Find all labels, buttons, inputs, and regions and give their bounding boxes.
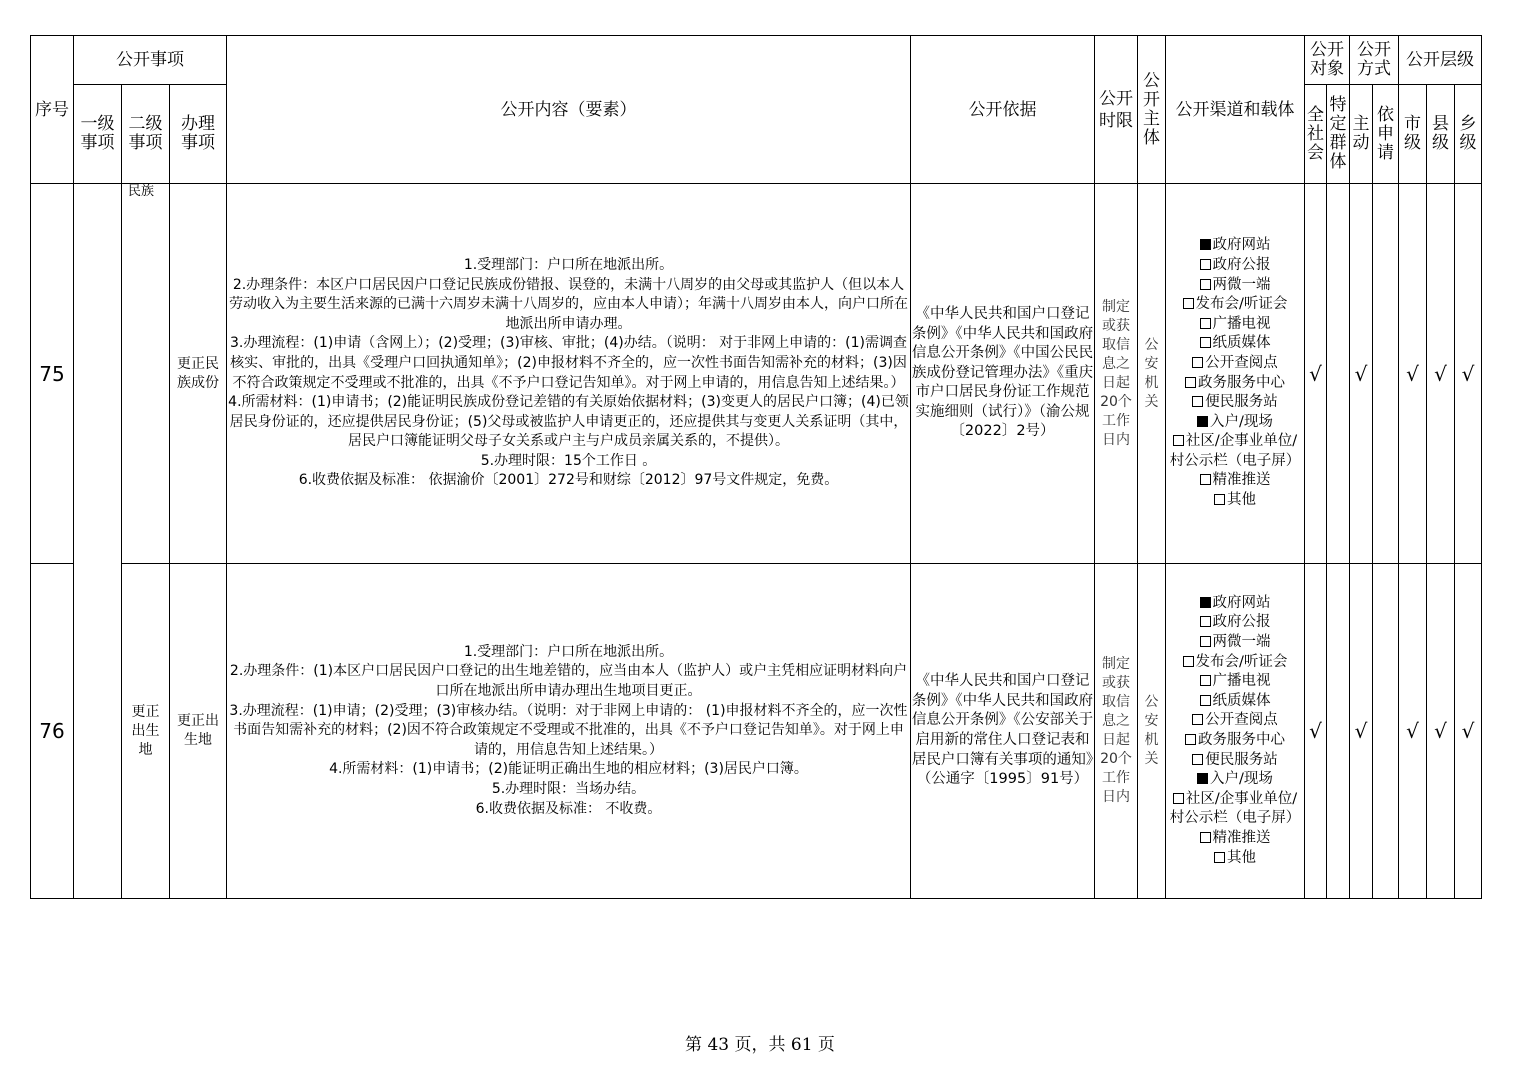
channel-item: 入户/现场 xyxy=(1166,770,1304,790)
channel-item: 发布会/听证会 xyxy=(1166,295,1304,315)
check-specific-group xyxy=(1327,184,1350,564)
checkbox-icon xyxy=(1192,754,1203,765)
check-on-request xyxy=(1373,184,1399,564)
row-basis: 《中华人民共和国户口登记条例》《中华人民共和国政府信息公开条例》《中国公民民族成份登记管理办法》《重庆市户口居民身份证工作规范实施细则（试行）》（渝公规〔2022〕2号） xyxy=(911,184,1095,564)
channel-item: 两微一端 xyxy=(1166,633,1304,653)
check-active: √ xyxy=(1350,184,1373,564)
checkbox-icon xyxy=(1173,435,1184,446)
channel-item: 公开查阅点 xyxy=(1166,354,1304,374)
row-level2 xyxy=(122,184,170,564)
row-handle: 更正出生地 xyxy=(170,564,227,899)
check-all-society: √ xyxy=(1305,184,1327,564)
channel-item: 纸质媒体 xyxy=(1166,692,1304,712)
check-city: √ xyxy=(1399,184,1427,564)
row-level2: 更正出生地 xyxy=(122,564,170,899)
check-county: √ xyxy=(1427,564,1455,899)
page-footer: 第 43 页，共 61 页 xyxy=(685,1035,835,1055)
row-channels xyxy=(1166,184,1305,564)
checkbox-icon xyxy=(1185,734,1196,745)
header-town: 乡级 xyxy=(1455,85,1482,184)
row-handle: 更正民族成份 xyxy=(170,184,227,564)
channel-item: 便民服务站 xyxy=(1166,751,1304,771)
check-active: √ xyxy=(1350,564,1373,899)
channel-item: 入户/现场 xyxy=(1166,413,1304,433)
header-handle: 办理事项 xyxy=(170,85,227,184)
checkbox-icon xyxy=(1192,714,1203,725)
table-row xyxy=(31,184,1482,564)
header-time-limit: 公开时限 xyxy=(1095,36,1138,184)
checkbox-icon xyxy=(1200,259,1211,270)
check-county: √ xyxy=(1427,184,1455,564)
header-channels: 公开渠道和载体 xyxy=(1166,36,1305,184)
checkbox-icon xyxy=(1200,337,1211,348)
row-seq: 75 xyxy=(31,184,74,564)
check-city: √ xyxy=(1399,564,1427,899)
channel-item: 其他 xyxy=(1166,849,1304,869)
table-row xyxy=(31,564,1482,899)
checkbox-icon xyxy=(1200,474,1211,485)
row-subject: 公安机关 xyxy=(1138,564,1166,899)
checkbox-icon xyxy=(1183,656,1194,667)
checkbox-icon xyxy=(1200,318,1211,329)
row-level1 xyxy=(74,184,122,899)
header-public-items: 公开事项 xyxy=(74,36,227,85)
checkbox-icon xyxy=(1200,597,1211,608)
header-all-society: 全社会 xyxy=(1305,85,1327,184)
header-method: 公开方式 xyxy=(1350,36,1399,85)
row-time-limit: 制定或获取信息之日起20个工作日内 xyxy=(1095,564,1138,899)
header-content: 公开内容（要素） xyxy=(227,36,911,184)
checkbox-icon xyxy=(1192,357,1203,368)
checkbox-icon xyxy=(1200,832,1211,843)
checkbox-icon xyxy=(1192,396,1203,407)
channel-item: 政府公报 xyxy=(1166,613,1304,633)
checkbox-icon xyxy=(1200,675,1211,686)
header-row-1 xyxy=(31,36,1482,85)
channel-item: 社区/企事业单位/村公示栏（电子屏） xyxy=(1169,433,1301,469)
header-subject: 公开主体 xyxy=(1138,36,1166,184)
header-basis: 公开依据 xyxy=(911,36,1095,184)
check-town: √ xyxy=(1455,564,1482,899)
check-specific-group xyxy=(1327,564,1350,899)
channel-item: 两微一端 xyxy=(1166,276,1304,296)
channel-item: 政务服务中心 xyxy=(1166,731,1304,751)
channel-item: 政府公报 xyxy=(1166,256,1304,276)
header-seq: 序号 xyxy=(31,36,74,184)
channel-item: 精准推送 xyxy=(1166,471,1304,491)
check-all-society: √ xyxy=(1305,564,1327,899)
channel-item: 政务服务中心 xyxy=(1166,374,1304,394)
row-time-limit: 制定或获取信息之日起20个工作日内 xyxy=(1095,184,1138,564)
disclosure-table xyxy=(30,35,1482,899)
row-content: 1.受理部门：户口所在地派出所。 2.办理条件：(1)本区户口居民因户口登记的出生地差错的，应当由本人（监护人）或户主凭相应证明材料向户口所在地派出所申请办理出生地项目更正。 3.办理流程：(1)申请；(2)受理；(3)审核办结。（说明：对于非网上申请的： (1)申报材料不齐全的，应一次性书面告知需补充的材料；(2)因不符合政策规定不受理或不批准的，出具《不予户口登记告知单》。对于网上申请的，用信息告知上述结果。） 4.所需材料：(1)申请书；(2)能证明正确出生地的相应材料；(3)居民户口簿。 5.办理时限：当场办结。 6.收费依据及标准： 不收费。 xyxy=(227,564,911,899)
channel-item: 社区/企事业单位/村公示栏（电子屏） xyxy=(1169,790,1301,827)
channel-item: 政府网站 xyxy=(1166,594,1304,614)
header-level: 公开层级 xyxy=(1399,36,1482,85)
row-channels xyxy=(1166,564,1305,899)
checkbox-icon xyxy=(1173,793,1184,804)
channel-item: 便民服务站 xyxy=(1166,393,1304,413)
checkbox-icon xyxy=(1200,695,1211,706)
row-seq: 76 xyxy=(31,564,74,899)
row-content: 1.受理部门：户口所在地派出所。 2.办理条件：本区户口居民因户口登记民族成份错报、误登的，未满十八周岁的由父母或其监护人（但以本人劳动收入为主要生活来源的已满十六周岁未满十八周岁的，应由本人申请）；年满十八周岁由本人，向户口所在地派出所申请办理。 3.办理流程：(1)申请（含网上）；(2)受理；(3)审核、审批；(4)办结。（说明： 对于非网上申请的：(1)需调查核实、审批的，出具《受理户口回执通知单》；(2)申报材料不齐全的，应一次性书面告知需补充的材料；(3)因不符合政策规定不受理或不批准的，出具《不予户口登记告知单》。对于网上申请的，用信息告知上述结果。） 4.所需材料：(1)申请书；(2)能证明民族成份登记差错的有关原始依据材料；(3)变更人的居民户口簿；(4)已领居民身份证的，还应提供居民身份证；(5)父母或被监护人申请更正的，还应提供其与变更人关系证明（其中，居民户口簿能证明父母子女关系或户主与户成员亲属关系的，不提供）。 5.办理时限：15个工作日 。 6.收费依据及标准： 依据渝价〔2001〕272号和财综〔2012〕97号文件规定，免费。 xyxy=(227,184,911,564)
header-level1: 一级事项 xyxy=(74,85,122,184)
channel-item: 纸质媒体 xyxy=(1166,334,1304,354)
header-on-request: 依申请 xyxy=(1373,85,1399,184)
checkbox-icon xyxy=(1183,298,1194,309)
channel-item: 发布会/听证会 xyxy=(1166,653,1304,673)
channel-item: 精准推送 xyxy=(1166,829,1304,849)
channel-item: 其他 xyxy=(1166,491,1304,511)
truncated-text: 民族 xyxy=(128,184,155,199)
header-county: 县级 xyxy=(1427,85,1455,184)
checkbox-icon xyxy=(1214,852,1225,863)
row-subject: 公安机关 xyxy=(1138,184,1166,564)
channel-item: 广播电视 xyxy=(1166,672,1304,692)
checkbox-icon xyxy=(1185,377,1196,388)
check-town: √ xyxy=(1455,184,1482,564)
checkbox-icon xyxy=(1197,773,1208,784)
header-level2: 二级事项 xyxy=(122,85,170,184)
checkbox-icon xyxy=(1200,636,1211,647)
row-basis: 《中华人民共和国户口登记条例》《中华人民共和国政府信息公开条例》《公安部关于启用新的常住人口登记表和居民户口簿有关事项的通知》（公通字〔1995〕91号） xyxy=(911,564,1095,899)
channel-item: 公开查阅点 xyxy=(1166,711,1304,731)
checkbox-icon xyxy=(1197,416,1208,427)
checkbox-icon xyxy=(1200,279,1211,290)
check-on-request xyxy=(1373,564,1399,899)
header-specific-group: 特定群体 xyxy=(1327,85,1350,184)
header-active: 主动 xyxy=(1350,85,1373,184)
channel-item: 政府网站 xyxy=(1166,236,1304,256)
header-target: 公开对象 xyxy=(1305,36,1350,85)
checkbox-icon xyxy=(1200,239,1211,250)
channel-item: 广播电视 xyxy=(1166,315,1304,335)
checkbox-icon xyxy=(1214,494,1225,505)
header-city: 市级 xyxy=(1399,85,1427,184)
checkbox-icon xyxy=(1200,616,1211,627)
